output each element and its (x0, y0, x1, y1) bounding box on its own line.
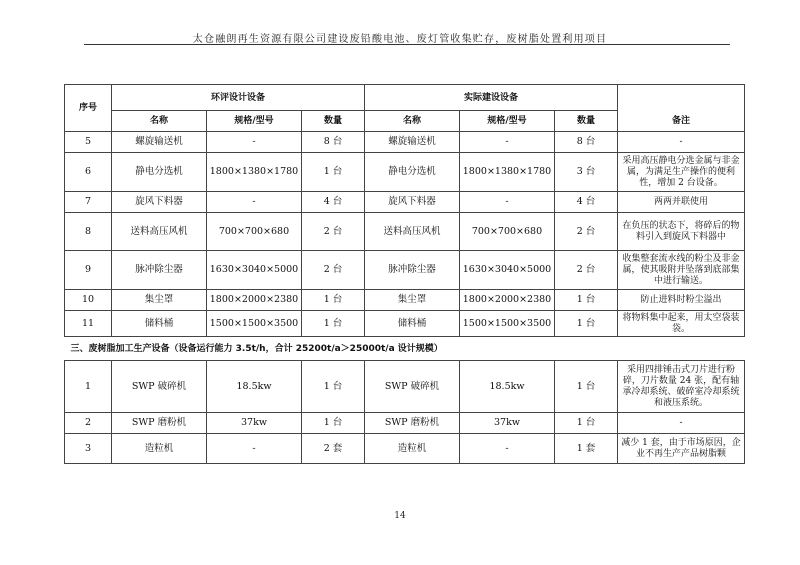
eia-name: SWP 破碎机 (112, 361, 207, 413)
table-row (65, 311, 745, 337)
col-note-header: 备注 (618, 111, 745, 132)
eia-qty: 2 台 (302, 251, 365, 290)
table-column-header-row (65, 111, 745, 132)
actual-name: 集尘罩 (365, 290, 460, 311)
eia-qty: 8 台 (302, 132, 365, 153)
note-header-spacer (618, 85, 745, 111)
actual-spec: - (460, 192, 555, 213)
table-row (65, 251, 745, 290)
table-row (65, 132, 745, 153)
actual-name: 储料桶 (365, 311, 460, 337)
actual-spec: - (460, 132, 555, 153)
eia-qty: 1 台 (302, 361, 365, 413)
row-seq: 3 (65, 434, 112, 464)
row-seq: 11 (65, 311, 112, 337)
eia-name: 送料高压风机 (112, 213, 207, 251)
row-seq: 2 (65, 413, 112, 434)
eia-spec: 700×700×680 (207, 213, 302, 251)
eia-name: 脉冲除尘器 (112, 251, 207, 290)
section-row (65, 337, 745, 361)
actual-qty: 8 台 (555, 132, 618, 153)
actual-name: 造粒机 (365, 434, 460, 464)
row-note: 将物料集中起来，用太空袋装袋。 (618, 311, 745, 337)
equipment-table (64, 84, 745, 464)
row-seq: 9 (65, 251, 112, 290)
group-actual-header: 实际建设设备 (365, 85, 618, 111)
col-spec-header: 规格/型号 (460, 111, 555, 132)
actual-name: 脉冲除尘器 (365, 251, 460, 290)
eia-name: 造粒机 (112, 434, 207, 464)
eia-name: 储料桶 (112, 311, 207, 337)
table-row (65, 434, 745, 464)
row-note: 采用高压静电分选金属与非金属，为满足生产操作的便利性，增加 2 台设备。 (618, 153, 745, 192)
eia-spec: - (207, 192, 302, 213)
table-row (65, 290, 745, 311)
actual-spec: 37kw (460, 413, 555, 434)
actual-spec: 1630×3040×5000 (460, 251, 555, 290)
actual-name: 旋风下料器 (365, 192, 460, 213)
col-name-header: 名称 (365, 111, 460, 132)
actual-name: 螺旋输送机 (365, 132, 460, 153)
row-seq: 6 (65, 153, 112, 192)
eia-spec: 18.5kw (207, 361, 302, 413)
group-eia-header: 环评设计设备 (112, 85, 365, 111)
actual-qty: 2 台 (555, 213, 618, 251)
row-seq: 8 (65, 213, 112, 251)
actual-qty: 2 台 (555, 251, 618, 290)
row-note: 两两并联使用 (618, 192, 745, 213)
actual-name: SWP 磨粉机 (365, 413, 460, 434)
header-rule (84, 44, 730, 45)
actual-spec: 1800×1380×1780 (460, 153, 555, 192)
eia-spec: 37kw (207, 413, 302, 434)
table-row (65, 413, 745, 434)
actual-spec: - (460, 434, 555, 464)
actual-name: 静电分选机 (365, 153, 460, 192)
row-seq: 7 (65, 192, 112, 213)
page-header: 太仓融朗再生资源有限公司建设废铅酸电池、废灯管收集贮存，废树脂处置利用项目 (192, 34, 608, 45)
eia-qty: 1 台 (302, 153, 365, 192)
eia-qty: 1 台 (302, 311, 365, 337)
row-note: 收集整套流水线的粉尘及非金属，使其吸附并坠落到底部集中进行输送。 (618, 251, 745, 290)
eia-qty: 4 台 (302, 192, 365, 213)
eia-spec: - (207, 434, 302, 464)
table-group-header-row (65, 85, 745, 111)
eia-qty: 1 台 (302, 290, 365, 311)
eia-spec: - (207, 132, 302, 153)
eia-spec: 1500×1500×3500 (207, 311, 302, 337)
actual-name: SWP 破碎机 (365, 361, 460, 413)
row-note: 采用四排锤击式刀片进行粉碎，刀片数量 24 张，配有轴承冷却系统、破碎室冷却系统和液压系统。 (618, 361, 745, 413)
col-qty-header: 数量 (555, 111, 618, 132)
page-number: 14 (394, 511, 406, 521)
col-spec-header: 规格/型号 (207, 111, 302, 132)
actual-spec: 18.5kw (460, 361, 555, 413)
actual-spec: 1500×1500×3500 (460, 311, 555, 337)
eia-name: SWP 磨粉机 (112, 413, 207, 434)
row-seq: 1 (65, 361, 112, 413)
actual-qty: 1 台 (555, 311, 618, 337)
eia-qty: 2 台 (302, 213, 365, 251)
eia-name: 集尘罩 (112, 290, 207, 311)
table-row (65, 153, 745, 192)
actual-qty: 1 台 (555, 361, 618, 413)
actual-name: 送料高压风机 (365, 213, 460, 251)
actual-qty: 4 台 (555, 192, 618, 213)
actual-spec: 1800×2000×2380 (460, 290, 555, 311)
row-note: 防止进料时粉尘溢出 (618, 290, 745, 311)
row-note: - (618, 132, 745, 153)
row-seq: 5 (65, 132, 112, 153)
actual-qty: 1 套 (555, 434, 618, 464)
actual-qty: 1 台 (555, 290, 618, 311)
row-seq: 10 (65, 290, 112, 311)
table-row (65, 213, 745, 251)
actual-qty: 1 台 (555, 413, 618, 434)
actual-spec: 700×700×680 (460, 213, 555, 251)
actual-qty: 3 台 (555, 153, 618, 192)
table-row (65, 192, 745, 213)
table-row (65, 361, 745, 413)
col-seq-header: 序号 (65, 85, 112, 132)
eia-spec: 1800×1380×1780 (207, 153, 302, 192)
eia-qty: 1 台 (302, 413, 365, 434)
eia-name: 旋风下料器 (112, 192, 207, 213)
eia-name: 静电分选机 (112, 153, 207, 192)
col-name-header: 名称 (112, 111, 207, 132)
row-note: 在负压的状态下，将碎后的物料引入到旋风下料器中 (618, 213, 745, 251)
section-title: 三、废树脂加工生产设备（设备运行能力 3.5t/h，合计 25200t/a＞25000t/a 设计规模） (65, 337, 745, 361)
row-note: 减少 1 套，由于市场原因，企业不再生产产品树脂颗 (618, 434, 745, 464)
eia-spec: 1800×2000×2380 (207, 290, 302, 311)
eia-spec: 1630×3040×5000 (207, 251, 302, 290)
eia-name: 螺旋输送机 (112, 132, 207, 153)
row-note: - (618, 413, 745, 434)
eia-qty: 2 套 (302, 434, 365, 464)
col-qty-header: 数量 (302, 111, 365, 132)
